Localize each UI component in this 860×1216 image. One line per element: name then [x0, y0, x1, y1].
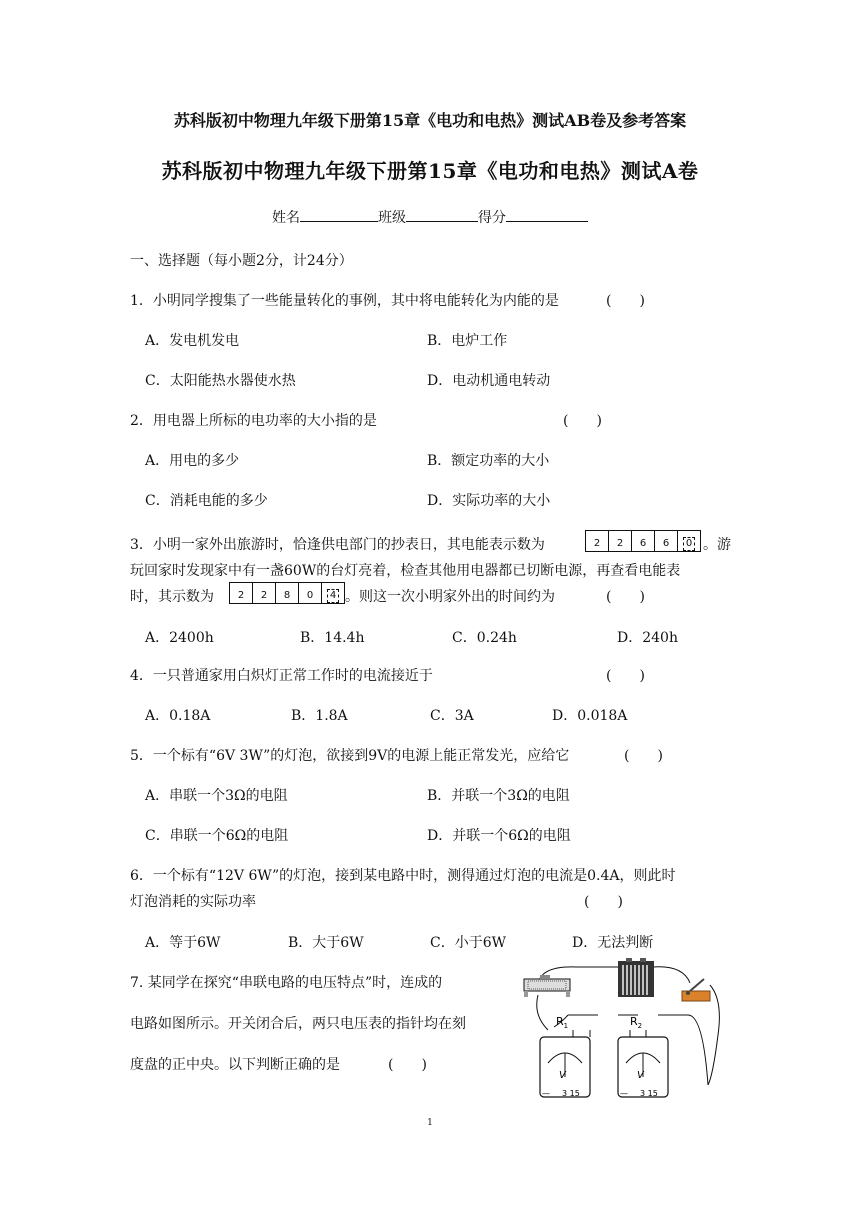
q3-answer-paren: ( ) — [606, 589, 645, 605]
q3-line3-start: 时，其示数为 — [130, 589, 214, 605]
q1-stem: 1．小明同学搜集了一些能量转化的事例，其中将电能转化为内能的是 — [130, 293, 559, 309]
q3-option-b: B．14.4h — [300, 630, 365, 646]
class-label: 班级 — [378, 210, 406, 226]
q6-option-c: C．小于6W — [430, 935, 507, 951]
meter1-digit: 2 — [609, 531, 632, 551]
battery-icon — [618, 958, 654, 997]
q2-option-c: C．消耗电能的多少 — [145, 493, 268, 509]
q1-option-b: B．电炉工作 — [427, 333, 508, 349]
q5-option-c: C．串联一个6Ω的电阻 — [145, 828, 289, 844]
meter2-digit: 8 — [276, 583, 299, 603]
q7-line3: 度盘的正中央。以下判断正确的是 — [130, 1057, 340, 1073]
q7-line1: 7. 某同学在探究“串联电路的电压特点”时，连成的 — [130, 975, 443, 991]
q6-line2: 灯泡消耗的实际功率 — [130, 894, 256, 910]
meter1-digit: 2 — [586, 531, 609, 551]
voltmeter-icon-2 — [618, 1037, 668, 1098]
energy-meter-reading-before — [585, 530, 701, 552]
voltmeter1-scale: 3 15 — [562, 1089, 580, 1098]
meter1-digit: 6 — [632, 531, 655, 551]
r2-label: $R_2$ — [630, 1015, 643, 1030]
q5-option-a: A．串联一个3Ω的电阻 — [145, 788, 288, 804]
q2-option-a: A．用电的多少 — [145, 453, 240, 469]
q2-stem: 2．用电器上所标的电功率的大小指的是 — [130, 413, 377, 429]
q4-option-d: D．0.018A — [552, 708, 628, 724]
q5-answer-paren: ( ) — [624, 748, 663, 764]
voltmeter1-v-label: V — [559, 1070, 566, 1081]
q2-option-b: B．额定功率的大小 — [427, 453, 550, 469]
q5-option-b: B．并联一个3Ω的电阻 — [427, 788, 570, 804]
voltmeter1-minus: — — [542, 1089, 550, 1098]
meter1-decimal-digit: 0 — [678, 531, 700, 551]
q1-answer-paren: ( ) — [606, 293, 645, 309]
name-label: 姓名 — [272, 210, 300, 226]
score-blank — [506, 209, 588, 222]
meter2-decimal-digit: 4 — [322, 583, 344, 603]
q6-option-a: A．等于6W — [145, 935, 221, 951]
q2-option-d: D．实际功率的大小 — [427, 493, 551, 509]
q4-option-c: C．3A — [430, 708, 474, 724]
voltmeter2-minus: — — [620, 1089, 628, 1098]
q4-stem: 4．一只普通家用白炽灯正常工作时的电流接近于 — [130, 668, 433, 684]
q3-option-d: D．240h — [617, 630, 678, 646]
q4-answer-paren: ( ) — [606, 668, 645, 684]
q4-option-b: B．1.8A — [291, 708, 348, 724]
meter2-digit: 2 — [230, 583, 253, 603]
q3-line3-end: 。则这一次小明家外出的时间约为 — [345, 589, 555, 605]
q6-line1: 6．一个标有“12V 6W”的灯泡，接到某电路中时，测得通过灯泡的电流是0.4A，则此时 — [130, 868, 676, 884]
q7-line2: 电路如图所示。开关闭合后，两只电压表的指针均在刻 — [130, 1016, 466, 1032]
meter1-digit: 6 — [655, 531, 678, 551]
q3-line1 — [130, 534, 545, 554]
q5-stem: 5．一个标有“6V 3W”的灯泡，欲接到9V的电源上能正常发光，应给它 — [130, 748, 570, 764]
document-title: 苏科版初中物理九年级下册第15章《电功和电热》测试AB卷及参考答案 — [173, 111, 687, 130]
voltmeter2-v-label: V — [637, 1070, 644, 1081]
energy-meter-reading-after — [229, 582, 345, 604]
q6-option-d: D．无法判断 — [572, 935, 654, 951]
q6-answer-paren: ( ) — [584, 894, 623, 910]
q3-option-c: C．0.24h — [452, 630, 517, 646]
section-heading: 一、选择题（每小题2分，计24分） — [130, 253, 353, 269]
q2-answer-paren: ( ) — [563, 413, 602, 429]
q4-option-a: A．0.18A — [145, 708, 211, 724]
page-number: 1 — [427, 1118, 433, 1128]
q5-option-d: D．并联一个6Ω的电阻 — [427, 828, 571, 844]
q3-line2: 玩回家时发现家中有一盏60W的台灯亮着，检查其他用电器都已切断电源，再查看电能表 — [130, 563, 681, 579]
student-info-line — [0, 207, 860, 227]
q1-option-d: D．电动机通电转动 — [427, 373, 551, 389]
score-label: 得分 — [478, 210, 506, 226]
rheostat-icon — [524, 975, 570, 997]
switch-icon — [682, 979, 710, 1001]
q6-option-b: B．大于6W — [288, 935, 364, 951]
series-circuit-figure — [518, 955, 740, 1105]
class-blank — [406, 209, 478, 222]
test-title: 苏科版初中物理九年级下册第15章《电功和电热》测试A卷 — [161, 159, 699, 183]
meter2-digit: 0 — [299, 583, 322, 603]
q3-option-a: A．2400h — [145, 630, 214, 646]
q7-answer-paren: ( ) — [388, 1057, 427, 1073]
q3-line1-text: 3．小明一家外出旅游时，恰逢供电部门的抄表日，其电能表示数为 — [130, 537, 545, 553]
meter2-digit: 2 — [253, 583, 276, 603]
r1-label: $R_1$ — [556, 1015, 569, 1030]
q1-option-c: C．太阳能热水器使水热 — [145, 373, 296, 389]
q3-line1-end: 。游 — [703, 537, 731, 553]
voltmeter-icon-1 — [540, 1037, 590, 1098]
name-blank — [300, 209, 378, 222]
q1-option-a: A．发电机发电 — [145, 333, 240, 349]
voltmeter2-scale: 3 15 — [640, 1089, 658, 1098]
